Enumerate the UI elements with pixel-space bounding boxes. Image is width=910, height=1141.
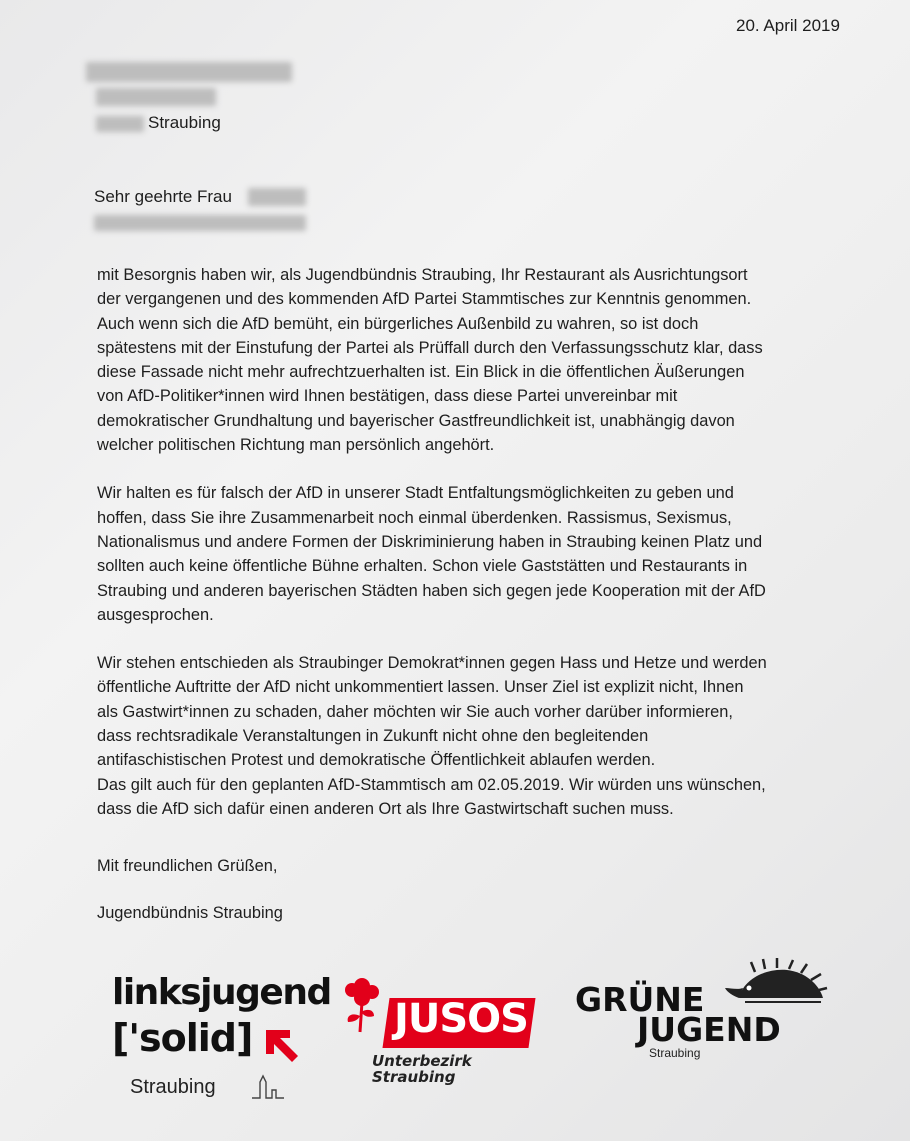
text-line: Wir halten es für falsch der AfD in unserer Stadt Entfaltungsmöglichkeiten zu geben und	[97, 484, 734, 503]
paragraph-3	[97, 651, 857, 821]
linksjugend-city: Straubing	[130, 1076, 216, 1098]
text-line: ausgesprochen.	[97, 605, 214, 624]
salutation	[94, 187, 232, 207]
recipient-city: Straubing	[148, 113, 221, 132]
paragraph-1	[97, 263, 857, 457]
text-line: Nationalismus und andere Formen der Diskriminierung haben in Straubing keinen Platz und	[97, 532, 763, 551]
redacted-salutation-name	[248, 188, 306, 206]
paragraph-2	[97, 481, 857, 627]
text-line: mit Besorgnis haben wir, als Jugendbündnis Straubing, Ihr Restaurant als Ausrichtungsort	[97, 266, 748, 284]
salutation-text: Sehr geehrte Frau	[94, 187, 232, 206]
jugend-wordmark: JUGEND	[637, 1010, 781, 1049]
redacted-salutation-line	[94, 215, 306, 231]
linksjugend-logo	[112, 972, 331, 1112]
hedgehog-icon	[725, 958, 829, 1014]
redacted-recipient-street	[96, 88, 216, 106]
text-line: öffentliche Auftritte der AfD nicht unkommentiert lassen. Unser Ziel ist explizit nicht, Ihnen	[97, 678, 744, 697]
redacted-recipient-name	[86, 62, 292, 82]
text-line: Auch wenn sich die AfD bemüht, ein bürgerliches Außenbild zu wahren, so ist doch	[97, 314, 699, 333]
text-line: von AfD-Politiker*innen wird Ihnen bestätigen, dass diese Partei unvereinbar mit	[97, 387, 678, 406]
text-line: Straubing und anderen bayerischen Städten haben sich gegen jede Kooperation mit der AfD	[97, 581, 766, 600]
text-line: dass rechtsradikale Veranstaltungen in Zukunft nicht ohne den begleitenden	[97, 727, 649, 746]
text-line: antifaschistischen Protest und demokratische Öffentlichkeit ablaufen werden.	[97, 751, 656, 770]
gruene-jugend-logo	[575, 958, 835, 1068]
red-arrow-icon	[260, 1024, 302, 1066]
text-line: der vergangenen und des kommenden AfD Partei Stammtisches zur Kenntnis genommen.	[97, 290, 752, 309]
jusos-logo	[338, 968, 538, 1088]
closing: Mit freundlichen Grüßen,	[97, 857, 278, 875]
text-line: hoffen, dass Sie ihre Zusammenarbeit noch einmal überdenken. Rassismus, Sexismus,	[97, 508, 732, 527]
tower-skyline-icon	[250, 1068, 286, 1104]
sender: Jugendbündnis Straubing	[97, 904, 283, 922]
gruene-wordmark: GRÜNE	[575, 980, 705, 1019]
gruene-jugend-city: Straubing	[649, 1046, 701, 1060]
text-line: Wir stehen entschieden als Straubinger Demokrat*innen gegen Hass und Hetze und werden	[97, 654, 767, 673]
jusos-subtitle: Unterbezirk	[372, 1052, 472, 1070]
letter-body	[97, 263, 857, 845]
text-line: dass die AfD sich dafür einen anderen Ort als Ihre Gastwirtschaft suchen muss.	[97, 799, 674, 818]
text-line: sollten auch keine öffentliche Bühne erhalten. Schon viele Gaststätten und Restaurants in	[97, 557, 748, 576]
text-line: spätestens mit der Einstufung der Partei als Prüffall durch den Verfassungsschutz klar, dass	[97, 338, 763, 357]
letter-date: 20. April 2019	[736, 16, 840, 35]
jusos-wordmark: JUSOS	[394, 996, 528, 1042]
solid-wordmark: ['solid]	[112, 1016, 253, 1060]
text-line: welcher politischen Richtung man persönlich angehört.	[97, 436, 495, 455]
text-line: Das gilt auch für den geplanten AfD-Stammtisch am 02.05.2019. Wir würden uns wünschen,	[97, 775, 766, 794]
linksjugend-wordmark: linksjugend	[112, 972, 331, 1013]
redacted-postal-code	[96, 116, 144, 132]
jusos-city: Straubing	[372, 1068, 456, 1086]
text-line: demokratischer Grundhaltung und bayerischer Gastfreundlichkeit ist, unabhängig davon	[97, 411, 735, 430]
text-line: als Gastwirt*innen zu schaden, daher möchten wir Sie auch vorher darüber informieren,	[97, 702, 733, 721]
text-line: diese Fassade nicht mehr aufrechtzuerhalten ist. Ein Blick in die öffentlichen Äußerungen	[97, 363, 745, 382]
